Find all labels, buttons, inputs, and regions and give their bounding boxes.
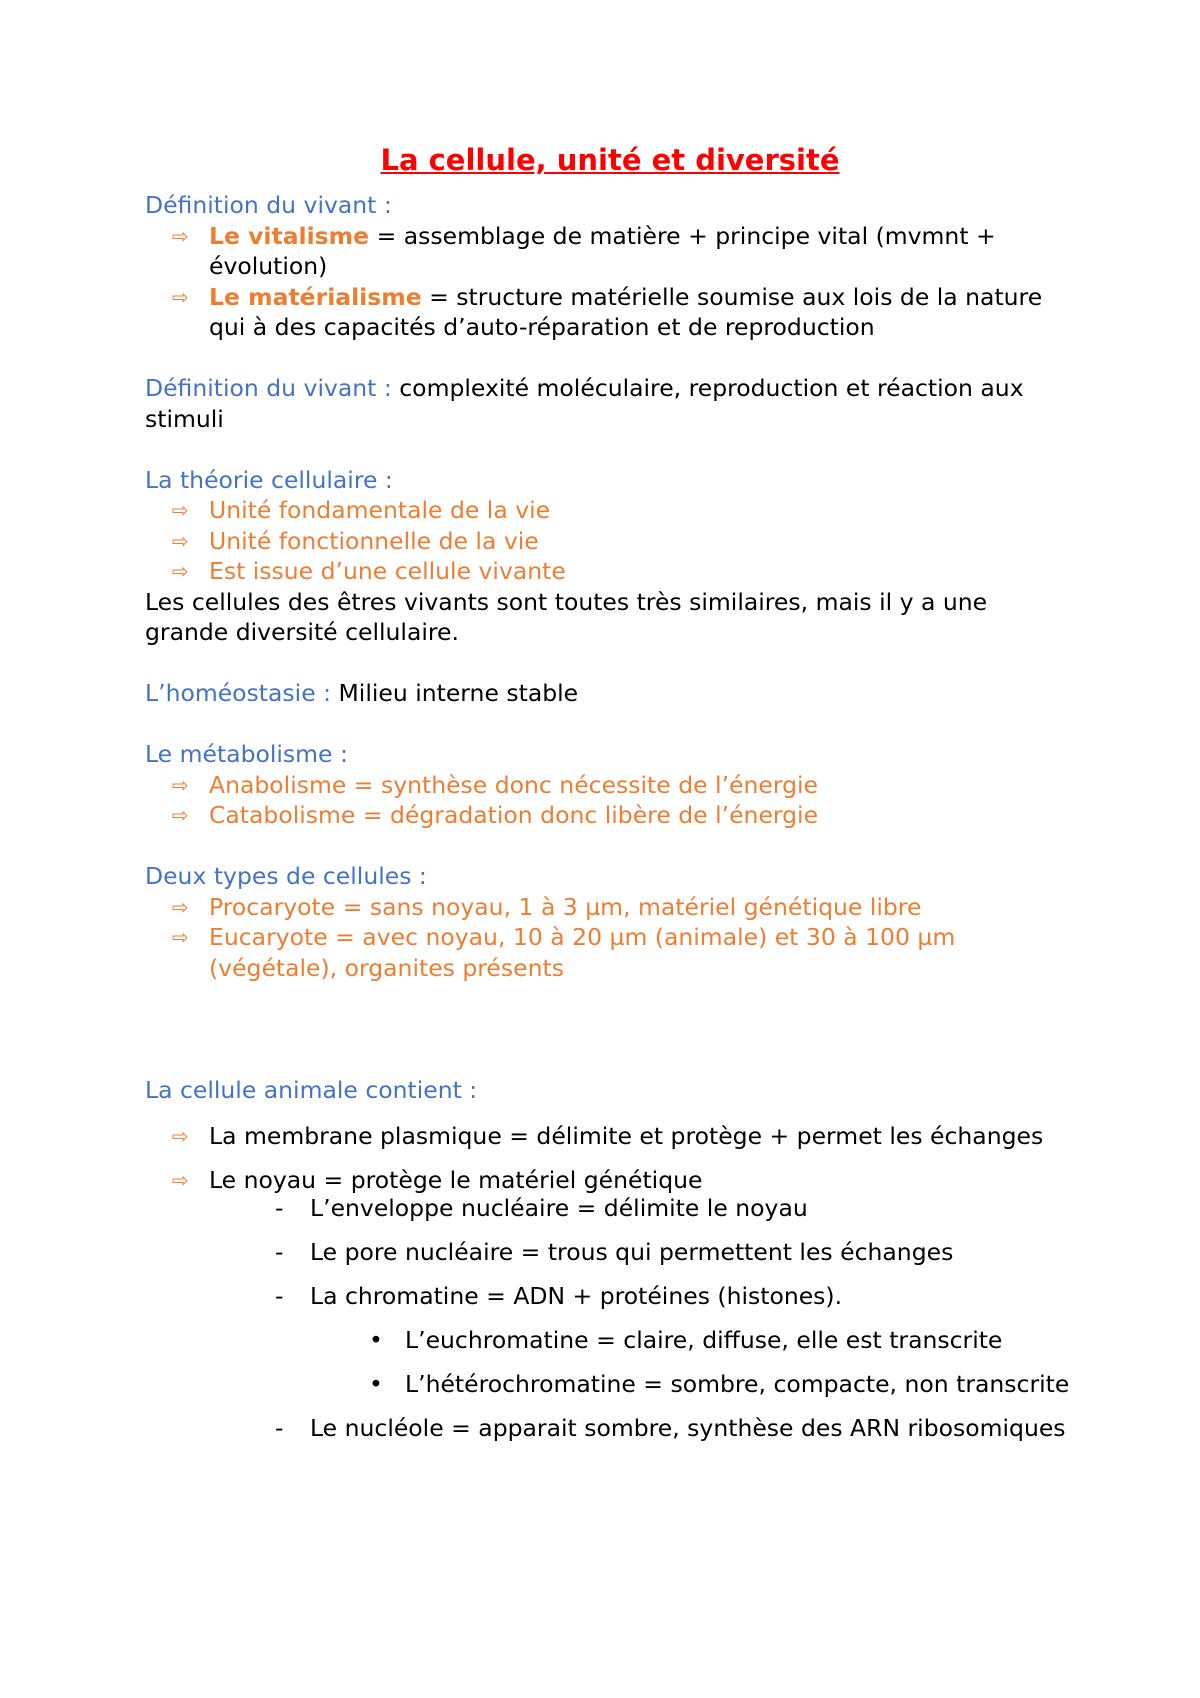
section-heading: La théorie cellulaire : — [145, 465, 393, 494]
definition: = structure matérielle soumise aux lois de la nature qui à des capacités d’auto-réparation et de reproduction — [209, 282, 1043, 341]
list-item: ⇨ Eucaryote = avec noyau, 10 à 20 µm (animale) et 30 à 100 µm (végétale), organites présents — [172, 923, 956, 982]
list-item: ⇨ Le noyau = protège le matériel génétique — [172, 1165, 703, 1194]
arrow-list — [145, 495, 1075, 587]
section-heading: L’homéostasie : — [145, 679, 332, 707]
list-item: ⇨ Catabolisme = dégradation donc libère de l’énergie — [172, 801, 819, 829]
paragraph-text: complexité moléculaire, reproduction et réaction aux stimuli — [145, 374, 1024, 433]
arrow-list — [145, 1122, 1075, 1194]
list-item: ⇨ Est issue d’une cellule vivante — [172, 557, 566, 585]
dash-list — [145, 1414, 1075, 1442]
dash-icon: - — [275, 1237, 284, 1266]
dash-list — [145, 1194, 1075, 1310]
section-heading: Définition du vivant : — [145, 191, 392, 219]
document-title: La cellule, unité et diversité — [380, 143, 840, 177]
arrow-icon: ⇨ — [172, 1123, 189, 1148]
bullet-icon: • — [369, 1325, 383, 1354]
arrow-icon: ⇨ — [172, 894, 189, 919]
section-definition-1 — [145, 190, 1075, 343]
dash-icon: - — [275, 1281, 284, 1310]
bullet-icon: • — [369, 1369, 383, 1398]
section-heading: Définition du vivant : — [145, 374, 392, 402]
document-page — [145, 140, 1075, 1442]
section-theorie — [145, 465, 1075, 648]
section-heading: Le métabolisme : — [145, 740, 348, 768]
section-homeostasie — [145, 678, 1075, 709]
list-item: ⇨ Unité fonctionnelle de la vie — [172, 526, 539, 555]
list-item: • L’euchromatine = claire, diffuse, elle est transcrite — [369, 1325, 1003, 1354]
paragraph-text: Les cellules des êtres vivants sont toutes très similaires, mais il y a une grande diversité cellulaire. — [145, 587, 988, 646]
term: Le matérialisme — [209, 282, 422, 311]
arrow-icon: ⇨ — [172, 772, 189, 797]
list-item: • L’hétérochromatine = sombre, compacte, non transcrite — [369, 1369, 1070, 1398]
dash-icon: - — [275, 1193, 284, 1222]
section-definition-2 — [145, 373, 1075, 434]
section-cellule-animale — [145, 1075, 1075, 1442]
section-types — [145, 861, 1075, 983]
definition: = assemblage de matière + principe vital (mvmnt + évolution) — [209, 221, 996, 280]
paragraph-text: Milieu interne stable — [331, 679, 579, 707]
arrow-list — [145, 770, 1075, 831]
section-heading: Deux types de cellules : — [145, 862, 427, 890]
list-item: ⇨ Procaryote = sans noyau, 1 à 3 µm, matériel génétique libre — [172, 892, 922, 921]
arrow-icon: ⇨ — [172, 284, 189, 309]
list-item: ⇨ Unité fondamentale de la vie — [172, 496, 551, 524]
arrow-icon: ⇨ — [172, 925, 189, 949]
list-item — [145, 221, 1075, 282]
list-item: - La chromatine = ADN + protéines (histones). — [275, 1281, 843, 1310]
list-item — [145, 282, 1075, 343]
section-heading: La cellule animale contient : — [145, 1076, 478, 1104]
list-item: ⇨ La membrane plasmique = délimite et protège + permet les échanges — [172, 1121, 1044, 1150]
arrow-icon: ⇨ — [172, 1167, 189, 1192]
arrow-icon: ⇨ — [172, 223, 189, 248]
dash-icon: - — [275, 1413, 284, 1442]
term: Le vitalisme — [209, 221, 370, 250]
arrow-list — [145, 221, 1075, 343]
list-item: - L’enveloppe nucléaire = délimite le noyau — [275, 1193, 808, 1222]
arrow-icon: ⇨ — [172, 498, 189, 522]
arrow-icon: ⇨ — [172, 803, 189, 827]
arrow-icon: ⇨ — [172, 528, 189, 553]
arrow-icon: ⇨ — [172, 559, 189, 583]
list-item: - Le pore nucléaire = trous qui permettent les échanges — [275, 1237, 954, 1266]
section-metabolisme — [145, 739, 1075, 831]
list-item: - Le nucléole = apparait sombre, synthèse des ARN ribosomiques — [275, 1413, 1066, 1442]
bullet-list — [145, 1326, 1075, 1398]
list-item: ⇨ Anabolisme = synthèse donc nécessite de l’énergie — [172, 770, 819, 799]
arrow-list — [145, 892, 1075, 984]
